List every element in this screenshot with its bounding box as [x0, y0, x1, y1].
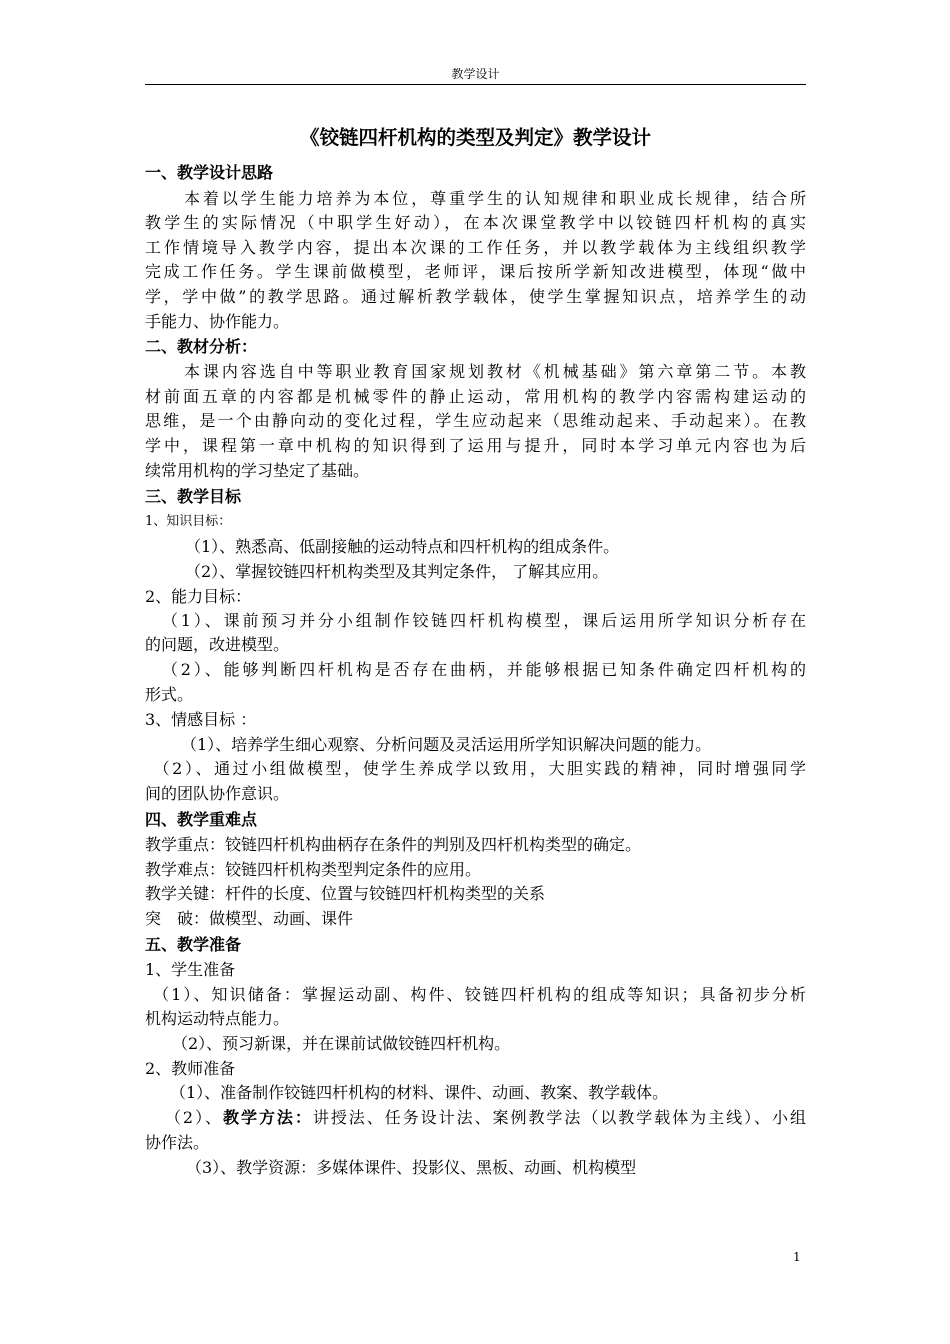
list-item: （1）、知识储备：掌握运动副、构件、铰链四杆机构的组成等知识；具备初步分析: [151, 985, 806, 1004]
section-heading: 二、教材分析：: [145, 337, 258, 356]
paragraph-line: 工作情境导入教学内容，提出本次课的工作任务，并以教学载体为主线组织教学: [145, 238, 806, 257]
paragraph-line: 完成工作任务。学生课前做模型，老师评，课后按所学新知改进模型，体现“做中: [145, 262, 806, 281]
list-item: （2）、掌握铰链四杆机构类型及其判定条件， 了解其应用。: [185, 562, 609, 581]
paragraph-line: 本着以学生能力培养为本位，尊重学生的认知规律和职业成长规律，结合所: [181, 189, 806, 208]
paragraph-line: 手能力、协作能力。: [145, 312, 290, 331]
list-item: （1）、准备制作铰链四杆机构的材料、课件、动画、教案、教学载体。: [170, 1083, 669, 1102]
list-item: （1）、熟悉高、低副接触的运动特点和四杆机构的组成条件。: [185, 537, 620, 556]
list-item: （2）、预习新课，并在课前试做铰链四杆机构。: [172, 1034, 511, 1053]
key-point-line: 教学难点：铰链四杆机构类型判定条件的应用。: [145, 860, 482, 879]
paragraph-line: 续常用机构的学习垫定了基础。: [145, 461, 370, 480]
paragraph-line: 材前面五章的内容都是机械零件的静止运动，常用机构的教学内容需构建运动的: [145, 387, 806, 406]
list-item: （1）、培养学生细心观察、分析问题及灵活运用所学知识解决问题的能力。: [181, 735, 712, 754]
header-rule: [145, 84, 806, 85]
list-item: （2）、能够判断四杆机构是否存在曲柄，并能够根据已知条件确定四杆机构的: [159, 660, 806, 679]
section-heading: 四、教学重难点: [145, 810, 258, 829]
page-header: 教学设计: [451, 67, 500, 81]
list-item: （3）、教学资源：多媒体课件、投影仪、黑板、动画、机构模型: [186, 1158, 637, 1177]
document-title: 《铰链四杆机构的类型及判定》教学设计: [299, 126, 651, 149]
paragraph-line: 教学生的实际情况（中职学生好动），在本次课堂教学中以铰链四杆机构的真实: [145, 213, 806, 232]
list-item: （1）、课前预习并分小组制作铰链四杆机构模型，课后运用所学知识分析存在: [159, 611, 806, 630]
key-point-line: 教学重点：铰链四杆机构曲柄存在条件的判别及四杆机构类型的确定。: [145, 835, 642, 854]
paragraph-line: 思维，是一个由静向动的变化过程，学生应动起来（思维动起来、手动起来）。在教: [145, 411, 806, 430]
list-item: 机构运动特点能力。: [145, 1009, 290, 1028]
section-heading: 一、教学设计思路: [145, 163, 274, 182]
key-point-line: 教学关键：杆件的长度、位置与铰链四杆机构类型的关系: [145, 884, 546, 903]
list-item: 形式。: [145, 685, 194, 704]
subsection-label: 1、知识目标：: [145, 514, 232, 529]
list-item: （2）、教学方法：讲授法、任务设计法、案例教学法（以教学载体为主线）、小组: [163, 1108, 806, 1127]
section-heading: 五、教学准备: [145, 935, 242, 954]
list-item: （2）、通过小组做模型，使学生养成学以致用，大胆实践的精神，同时增强同学: [151, 759, 806, 778]
page-number: 1: [793, 1250, 801, 1264]
key-point-line: 突 破：做模型、动画、课件: [145, 909, 354, 928]
subsection-label: 3、情感目标 ：: [145, 710, 257, 729]
list-item: 的问题，改进模型。: [145, 635, 290, 654]
paragraph-line: 学，学中做”的教学思路。通过解析教学载体，使学生掌握知识点，培养学生的动: [145, 287, 806, 306]
paragraph-line: 学中，课程第一章中机构的知识得到了运用与提升，同时本学习单元内容也为后: [145, 436, 806, 455]
subsection-label: 2、教师准备: [145, 1059, 236, 1078]
list-item: 协作法。: [145, 1133, 210, 1152]
subsection-label: 1、学生准备: [145, 960, 236, 979]
list-item: 间的团队协作意识。: [145, 784, 290, 803]
subsection-label: 2、能力目标：: [145, 587, 252, 606]
paragraph-line: 本课内容选自中等职业教育国家规划教材《机械基础》第六章第二节。本教: [181, 362, 806, 381]
section-heading: 三、教学目标: [145, 487, 242, 506]
